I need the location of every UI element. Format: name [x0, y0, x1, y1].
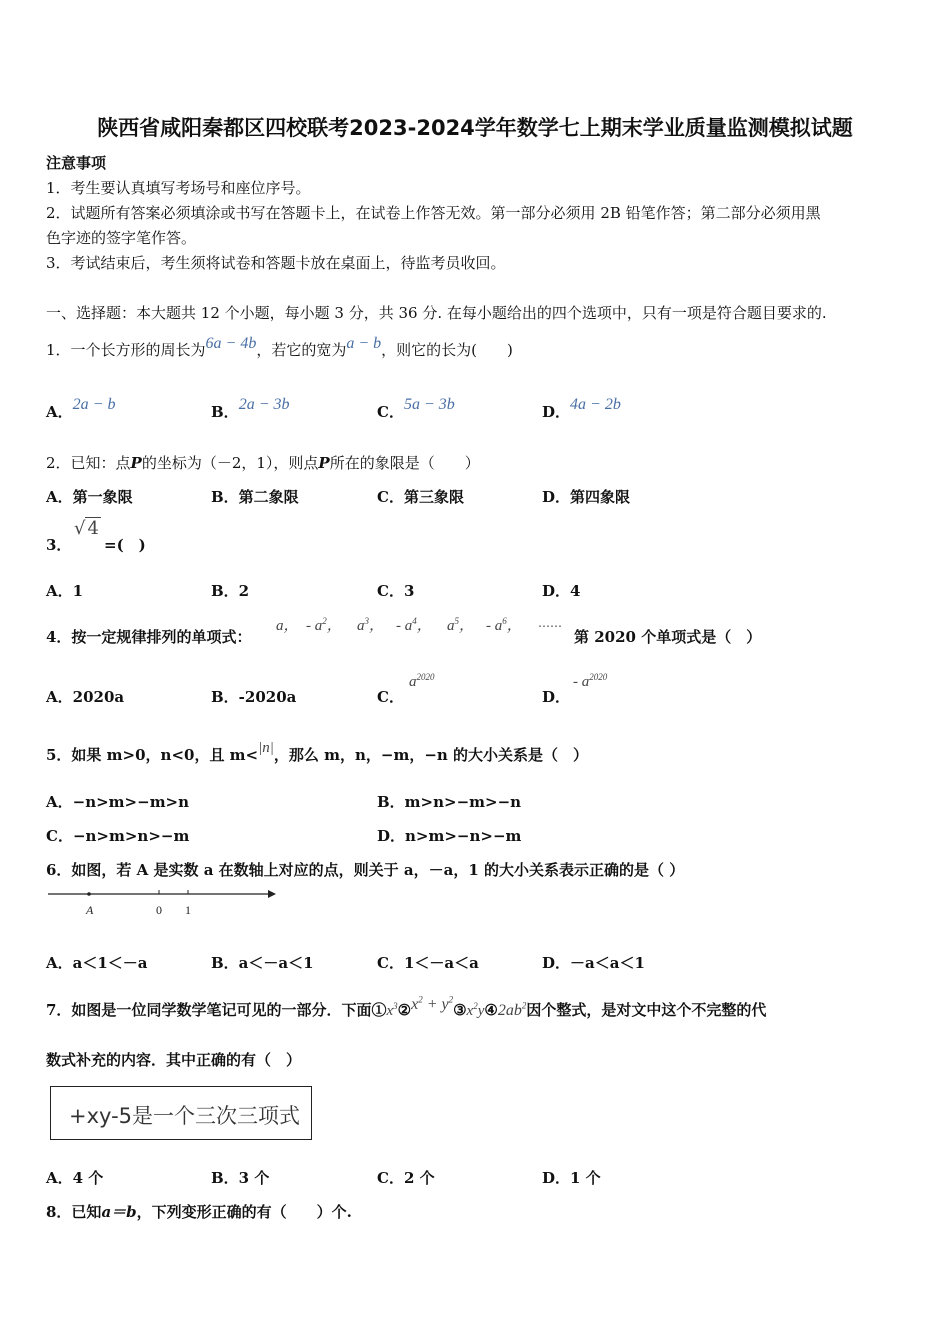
q5-option-a[interactable]: A．−n>m>−m>n	[46, 793, 190, 811]
q7-option-b[interactable]: B．3 个	[211, 1169, 270, 1187]
q5-option-b[interactable]: B．m>n>−m>−n	[377, 793, 522, 811]
section-heading: 一、选择题：本大题共 12 个小题，每小题 3 分，共 36 分. 在每小题给出的四个选项中，只有一项是符合题目要求的.	[46, 304, 827, 322]
q1-perimeter-expr: 6a − 4b	[205, 335, 257, 352]
q7-option-d[interactable]: D．1 个	[542, 1169, 601, 1187]
notice-item: 1．考生要认真填写考场号和座位序号。	[46, 179, 311, 197]
q4-term: $a^3$，	[357, 616, 385, 634]
note-box	[50, 1086, 312, 1140]
q3-option-a[interactable]: A．1	[46, 582, 84, 600]
notice-item: 色字迹的签字笔作答。	[46, 229, 197, 247]
q4-tail: 第 2020 个单项式是（ ）	[574, 628, 762, 646]
q3-option-d[interactable]: D．4	[542, 582, 581, 600]
q2-option-a[interactable]: A．第一象限	[46, 488, 133, 506]
q4-option-a[interactable]: A．2020a	[46, 688, 125, 706]
q1-option-d[interactable]: D．4a − 2b	[542, 396, 621, 421]
q4-option-b[interactable]: B．-2020a	[211, 688, 297, 706]
q4-option-c-math: $a^{2020}$	[409, 672, 435, 690]
q1-text: ，若它的宽为	[256, 341, 347, 359]
notice-item: 3．考试结束后，考生须将试卷和答题卡放在桌面上，待监考员收回。	[46, 254, 506, 272]
q5-option-d[interactable]: D．n>m>−n>−m	[377, 827, 522, 845]
q4-option-d-math: - $a^{2020}$	[573, 672, 608, 690]
q4-term: $a^5$，	[447, 616, 475, 634]
question-8: 8．已知a＝b，下列变形正确的有（ ）个.	[46, 1203, 352, 1221]
q1-option-a[interactable]: A．2a − b	[46, 396, 116, 421]
q2-option-d[interactable]: D．第四象限	[542, 488, 631, 506]
q5-abs-n: |n|	[258, 740, 274, 756]
q8-condition: a＝b	[101, 1203, 137, 1221]
q1-text: 1．一个长方形的周长为	[46, 341, 206, 359]
axis-label-1: 1	[185, 903, 191, 917]
q6-option-c[interactable]: C．1＜－a＜a	[377, 954, 479, 972]
question-2: 2．已知：点P的坐标为（－2，1），则点P所在的象限是（ ）	[46, 454, 480, 472]
axis-label-a: A	[86, 903, 94, 917]
q2-point: P	[318, 454, 330, 472]
q4-term: a，	[276, 618, 299, 634]
q4-stem: 4．按一定规律排列的单项式：	[46, 628, 252, 646]
q7-expr-3: $x^2y$	[466, 1001, 485, 1019]
q1-option-c[interactable]: C．5a − 3b	[377, 396, 455, 421]
q2-option-b[interactable]: B．第二象限	[211, 488, 299, 506]
q7-stem: 7．如图是一位同学数学笔记可见的一部分．下面$①x^3②x^2$ + $y^2③x^2y④2ab^2$因个整式，是对文中这个不完整的代	[46, 994, 767, 1019]
q6-option-a[interactable]: A．a＜1＜－a	[46, 954, 148, 972]
sqrt-icon: √ 4	[74, 518, 99, 539]
q4-option-c[interactable]: C．	[377, 688, 404, 706]
q3-option-b[interactable]: B．2	[211, 582, 250, 600]
q7-expr-2: $x^2 + y^2$	[411, 994, 454, 1013]
axis-label-0: 0	[156, 903, 162, 917]
q1-option-b[interactable]: B．2a − 3b	[211, 396, 290, 421]
q3-option-c[interactable]: C．3	[377, 582, 415, 600]
notice-item: 2．试题所有答案必须填涂或书写在答题卡上，在试卷上作答无效。第一部分必须用 2B 铅笔作答；第二部分必须用黑	[46, 204, 821, 222]
q6-stem: 6．如图，若 A 是实数 a 在数轴上对应的点，则关于 a，－a，1 的大小关系表示正确的是（ ）	[46, 861, 685, 879]
q1-text: ，则它的长为( )	[381, 341, 513, 359]
q5-option-c[interactable]: C．−n>m>n>−m	[46, 827, 190, 845]
question-5: 5．如果 m>0，n<0，且 m<|n|，那么 m，n，−m，−n 的大小关系是（ ）	[46, 740, 589, 764]
q2-option-c[interactable]: C．第三象限	[377, 488, 464, 506]
q4-term: - $a^6$，	[486, 616, 522, 634]
q6-option-b[interactable]: B．a＜－a＜1	[211, 954, 314, 972]
q7-expr-1: $x^3$	[386, 1001, 398, 1019]
q4-term: - $a^4$，	[396, 616, 432, 634]
arrow-icon	[268, 890, 276, 898]
q3-number: 3．	[46, 536, 72, 554]
q4-ellipsis: ……	[538, 616, 562, 630]
note-box-text: +xy-5是一个三次三项式	[69, 1104, 301, 1128]
q4-term: - $a^2$，	[306, 616, 342, 634]
q7-option-c[interactable]: C．2 个	[377, 1169, 435, 1187]
q7-option-a[interactable]: A．4 个	[46, 1169, 104, 1187]
page-title: 陕西省咸阳秦都区四校联考2023-2024学年数学七上期末学业质量监测模拟试题	[97, 116, 853, 140]
q2-point: P	[130, 454, 142, 472]
point-a	[87, 892, 91, 896]
q7-stem-line2: 数式补充的内容．其中正确的有（ ）	[46, 1051, 302, 1069]
q3-equals: =( )	[104, 536, 146, 554]
q6-option-d[interactable]: D．－a＜a＜1	[542, 954, 645, 972]
q1-width-expr: a − b	[346, 335, 382, 352]
q4-option-d[interactable]: D．	[542, 688, 571, 706]
number-line	[46, 884, 278, 920]
notice-heading: 注意事项	[46, 154, 107, 172]
question-1	[46, 335, 513, 360]
q7-expr-4: $2ab^2$	[497, 1000, 527, 1019]
